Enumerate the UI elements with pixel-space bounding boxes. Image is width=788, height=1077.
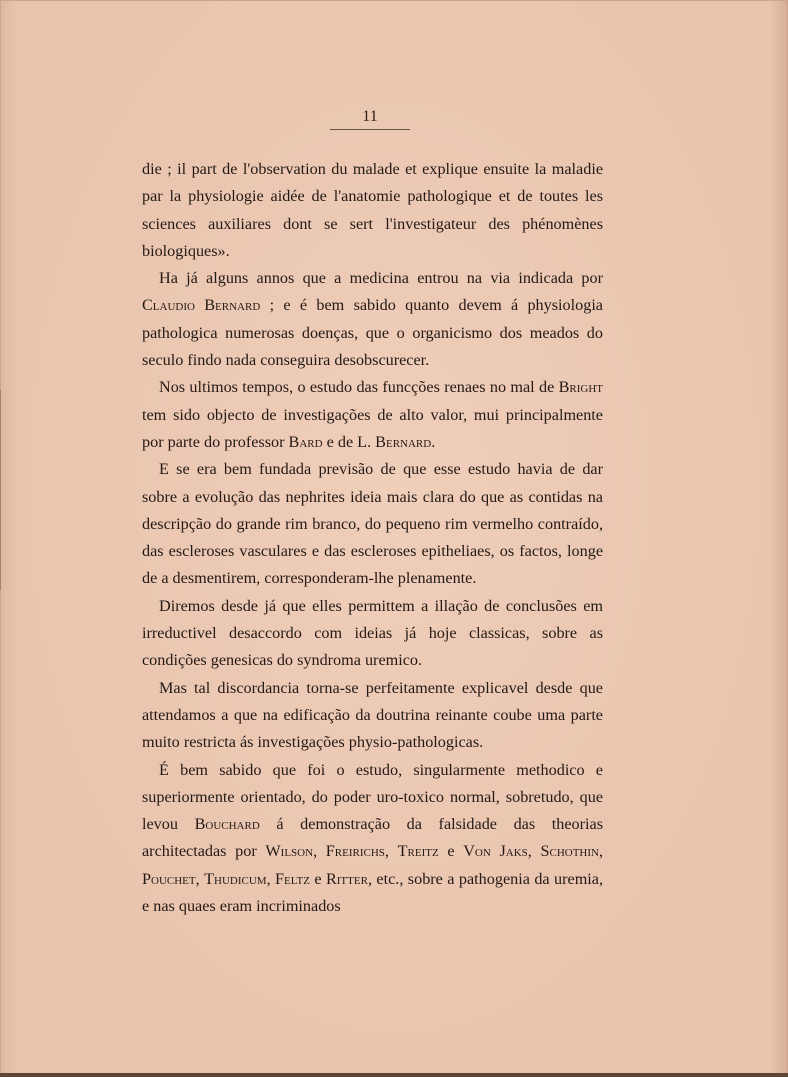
name-small-caps: Feltz [275,869,310,888]
paragraph-5 [142,675,603,757]
name-small-caps: Von Jaks [463,842,528,861]
text-run: , [195,869,205,888]
text-run: . [431,432,436,451]
name-small-caps: Bard [288,432,323,451]
text-run: e [438,842,464,861]
text-run: die ; il part de l'observation du malade et explique ensuite la maladie par la physiologie aidée de l'anatomie pathologique et de toutes les sciences auxiliares dont se sert l'investigateur des phénomènes biologiques». [142,160,603,260]
text-run: e de L. [322,432,376,451]
name-small-caps: Treitz [397,842,439,861]
text-run: , etc., sobre a pathogenia da uremia, e nas quaes eram incriminados [142,869,604,916]
text-run: e [309,869,326,888]
text-run: E se era bem fundada previsão de que esse estudo havia de dar sobre a evolução das nephrites ideia mais clara do que as contidas na descripção do grande rim branco, do pequeno rim vermelho contraído, das escleroses vasculares e das escleroses epitheliaes, os factos, longe de a desmentirem, corresponderam-lhe plenamente. [142,460,603,588]
paragraph-3 [142,456,603,592]
paragraph-4 [142,593,603,675]
name-small-caps: Pouchet [142,869,196,888]
text-run: , [266,869,276,888]
paragraph-0 [142,156,603,265]
name-small-caps: Ritter [325,869,368,888]
name-small-caps: Bernard [375,432,432,451]
text-run: ; e é bem sabido quanto devem á physiologia pathologica numerosas doenças, que o organicismo dos meados do seculo findo nada conseguira desobscurecer. [142,296,603,370]
text-run: Nos ultimos tempos, o estudo das funcções renaes no mal de [159,378,559,397]
text-run: , [384,842,398,861]
paragraph-6 [142,757,603,921]
text-run: tem sido objecto de investigações de alto valor, mui principalmente por parte do professor [142,405,603,451]
paragraph-2 [142,374,603,456]
text-run: á demonstração da falsidade das theorias architectadas por [142,815,604,861]
name-small-caps: Bright [558,378,603,397]
text-run: , [598,842,604,861]
text-run: , [313,842,326,861]
page-number: 11 [362,108,378,125]
name-small-caps: Wilson [265,842,314,861]
name-small-caps: Thudicum [204,869,267,888]
text-run: É bem sabido que foi o estudo, singularmente methodico e superiormente orientado, do poder uro-toxico normal, sobretudo, que levou [142,760,603,834]
text-run: , [527,842,541,861]
body-text [142,156,603,920]
page-edge-mark [0,390,7,590]
text-run: Mas tal discordancia torna-se perfeitamente explicavel desde que attendamos a que na edificação da doutrina reinante coube uma parte muito restricta ás investigações physio-pathologicas. [142,678,603,752]
header-rule [330,129,410,130]
name-small-caps: Freirichs [325,842,385,861]
paragraph-1 [142,265,603,374]
name-small-caps: Schothin [540,842,599,861]
text-run: Diremos desde já que elles permittem a illação de conclusões em irreductivel desaccordo com ideias já hoje classicas, sobre as condições genesicas do syndroma uremico. [142,596,603,670]
text-run: Ha já alguns annos que a medicina entrou na via indicada por [159,269,603,288]
name-small-caps: Bouchard [194,815,260,834]
name-small-caps: Claudio Bernard [142,296,261,315]
